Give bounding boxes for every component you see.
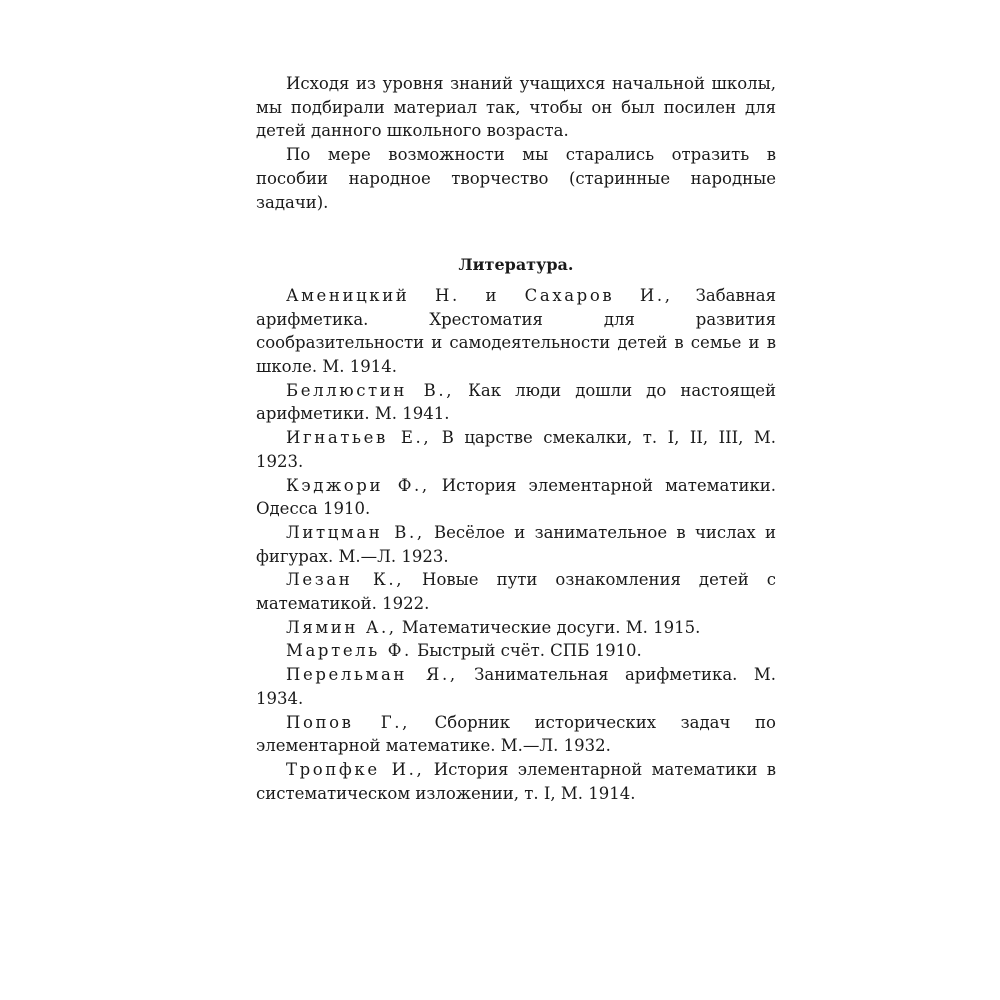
reference-item — [256, 521, 776, 568]
intro-paragraph-2: По мере возможности мы старались отразить в пособии народное творчество (старинные народные задачи). — [256, 145, 776, 212]
reference-text: Весёлое и занимательное в числах и фигурах. М.—Л. 1923. — [256, 522, 777, 566]
intro-paragraph-1: Исходя из уровня знаний учащихся начальной школы, мы подбирали материал так, чтобы он был посилен для детей данного школьного возраста. — [256, 74, 776, 141]
reference-text: История элементарной математики. Одесса 1910. — [256, 475, 777, 519]
reference-text: Новые пути ознакомления детей с математикой. 1922. — [256, 570, 776, 614]
literature-heading: Литература. — [458, 255, 574, 275]
reference-author: Игнатьев Е., — [286, 428, 432, 448]
reference-author: Попов Г., — [286, 712, 410, 732]
reference-text: История элементарной математики в систематическом изложении, т. I, М. 1914. — [256, 759, 776, 803]
reference-item — [256, 758, 776, 805]
reference-text: Как люди дошли до настоящей арифметики. М. 1941. — [256, 380, 776, 424]
reference-author: Лезан К., — [286, 570, 405, 590]
reference-author: Лямин А., — [286, 617, 397, 637]
reference-item — [256, 568, 776, 615]
reference-author: Мартель Ф. — [286, 641, 412, 661]
reference-text: Математические досуги. М. 1915. — [396, 617, 701, 637]
reference-item — [256, 639, 776, 663]
reference-item — [256, 379, 776, 426]
reference-author: Аменицкий Н. и Сахаров И., — [286, 285, 673, 305]
reference-author: Кэджори Ф., — [286, 475, 430, 495]
reference-item — [256, 616, 776, 640]
reference-list — [256, 284, 776, 805]
reference-text: Занимательная арифметика. М. 1934. — [256, 665, 776, 708]
reference-item — [256, 663, 776, 710]
page-body — [256, 72, 776, 805]
reference-item — [256, 426, 776, 473]
reference-text: Быстрый счёт. СПБ 1910. — [411, 641, 642, 661]
reference-author: Литцман В., — [286, 522, 425, 542]
reference-item — [256, 711, 776, 758]
reference-text: В царстве смекалки, т. I, II, III, М. 1923. — [256, 428, 776, 471]
reference-author: Перельман Я., — [286, 665, 458, 685]
reference-text: Забавная арифметика. Хрестоматия для развития сообразительности и самодеятельности детей в семье и в школе. М. 1914. — [256, 285, 776, 377]
reference-text: Сборник исторических задач по элементарной математике. М.—Л. 1932. — [256, 712, 776, 756]
reference-author: Тропфке И., — [286, 759, 425, 779]
reference-item — [256, 284, 776, 379]
reference-item — [256, 474, 776, 521]
reference-author: Беллюстин В., — [286, 380, 455, 400]
